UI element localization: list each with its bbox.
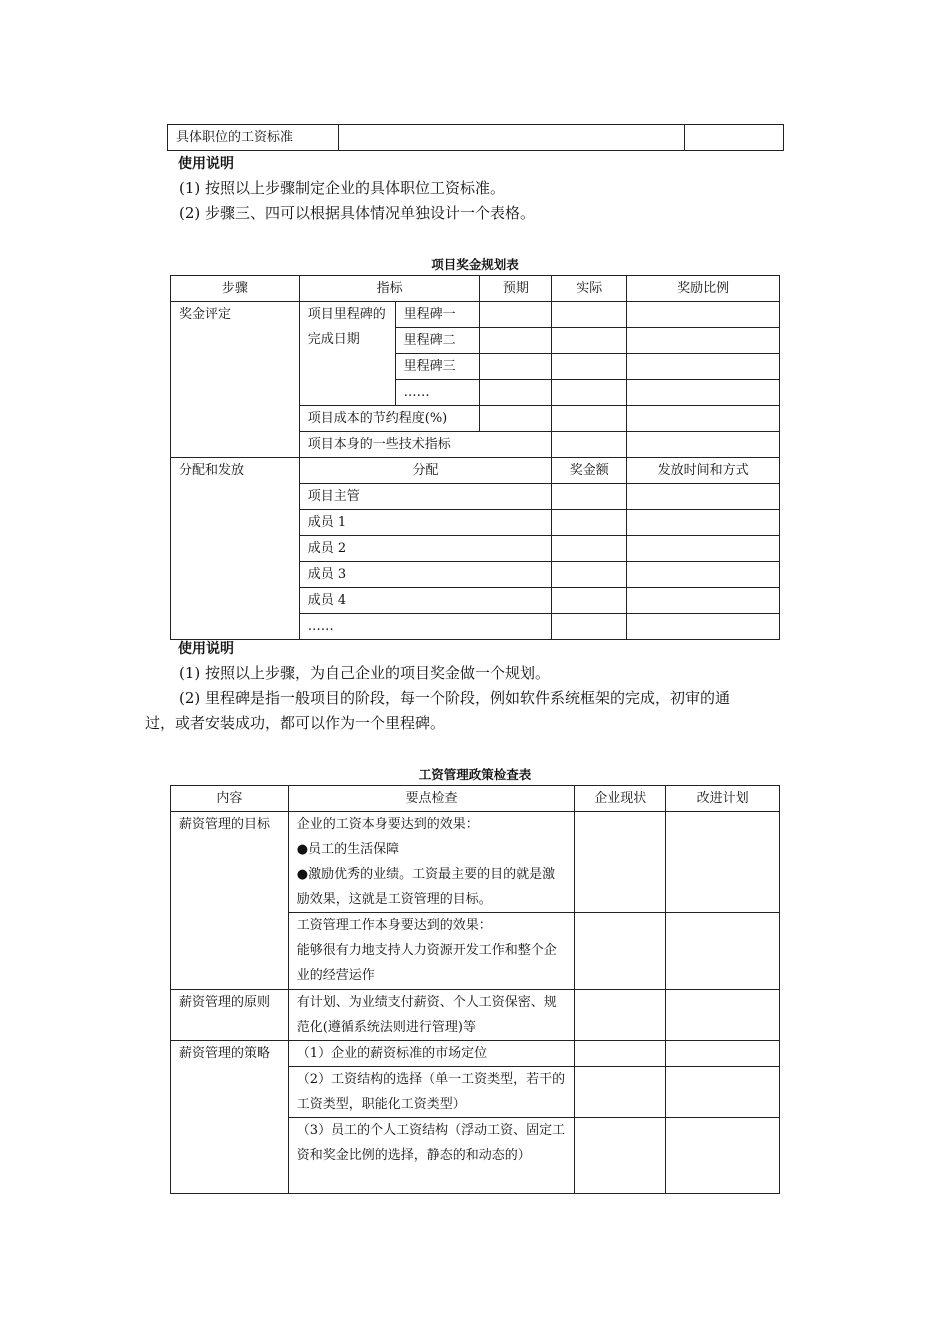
- header-step: 步骤: [171, 276, 300, 302]
- cost-saving-row: 项目成本的节约程度(%): [299, 406, 480, 432]
- usage2-item-2-line-1: (2) 里程碑是指一般项目的阶段，每一个阶段，例如软件系统框架的完成，初审的通: [179, 689, 731, 707]
- usage-heading-1: 使用说明: [178, 156, 234, 172]
- table-cell-label: 具体职位的工资标准: [168, 125, 339, 151]
- distribution-label: 分配和发放: [171, 458, 300, 640]
- goal-a-line: ●激励优秀的业绩。工资最主要的目的就是激励效果，这就是工资管理的目标。: [296, 867, 556, 907]
- job-wage-standard-table: [167, 124, 784, 151]
- goal-a-line: ●员工的生活保障: [296, 842, 400, 857]
- header-status: 企业现状: [575, 786, 666, 812]
- milestone-group-label: 项目里程碑的完成日期: [299, 302, 395, 406]
- goal-check-b: [288, 913, 574, 990]
- usage2-item-2-line-2: 过，或者安装成功，都可以作为一个里程碑。: [145, 714, 446, 732]
- goal-label: 薪资管理的目标: [171, 812, 289, 990]
- header-check: 要点检查: [288, 786, 574, 812]
- goal-b-line: 工资管理工作本身要达到的效果：: [296, 918, 492, 933]
- milestone-3: 里程碑三: [395, 354, 480, 380]
- member-row: 成员 3: [299, 562, 552, 588]
- usage-item-2: (2) 步骤三、四可以根据具体情况单独设计一个表格。: [179, 204, 536, 222]
- member-row: 成员 4: [299, 588, 552, 614]
- strategy-label: 薪资管理的策略: [171, 1041, 289, 1194]
- member-row: 成员 1: [299, 510, 552, 536]
- member-row: ……: [299, 614, 552, 640]
- principle-text: 有计划、为业绩支付薪资、个人工资保密、规范化(遵循系统法则进行管理)等: [288, 990, 574, 1041]
- table-cell: [339, 125, 685, 151]
- principle-label: 薪资管理的原则: [171, 990, 289, 1041]
- goal-b-line: 能够很有力地支持人力资源开发工作和整个企业的经营运作: [296, 943, 557, 983]
- usage2-item-1: (1) 按照以上步骤，为自己企业的项目奖金做一个规划。: [179, 664, 551, 682]
- policy-table-title: 工资管理政策检查表: [418, 767, 532, 782]
- milestone-2: 里程碑二: [395, 328, 480, 354]
- header-ratio: 奖励比例: [627, 276, 780, 302]
- milestone-1: 里程碑一: [395, 302, 480, 328]
- usage-item-1: (1) 按照以上步骤制定企业的具体职位工资标准。: [179, 179, 506, 197]
- header-expected: 预期: [480, 276, 552, 302]
- goal-check-a: [288, 812, 574, 913]
- header-actual: 实际: [552, 276, 627, 302]
- strategy-2: （2）工资结构的选择（单一工资类型，若干的工资类型，职能化工资类型）: [288, 1067, 574, 1118]
- table-cell: [685, 125, 784, 151]
- header-indicator: 指标: [299, 276, 480, 302]
- usage-heading-2: 使用说明: [178, 641, 234, 657]
- member-row: 项目主管: [299, 484, 552, 510]
- header-time: 发放时间和方式: [627, 458, 780, 484]
- wage-policy-table: [170, 785, 780, 1194]
- bonus-eval-label: 奖金评定: [171, 302, 300, 458]
- bonus-planning-table: [170, 275, 780, 640]
- header-amount: 奖金额: [552, 458, 627, 484]
- tech-indicator-row: 项目本身的一些技术指标: [299, 432, 552, 458]
- strategy-3: （3）员工的个人工资结构（浮动工资、固定工资和奖金比例的选择，静态的和动态的）: [288, 1118, 574, 1194]
- header-allocation: 分配: [299, 458, 552, 484]
- member-row: 成员 2: [299, 536, 552, 562]
- strategy-1: （1）企业的薪资标准的市场定位: [288, 1041, 574, 1067]
- milestone-more: ……: [395, 380, 480, 406]
- bonus-table-title: 项目奖金规划表: [431, 257, 519, 272]
- header-content: 内容: [171, 786, 289, 812]
- header-plan: 改进计划: [666, 786, 780, 812]
- goal-a-line: 企业的工资本身要达到的效果：: [296, 817, 479, 832]
